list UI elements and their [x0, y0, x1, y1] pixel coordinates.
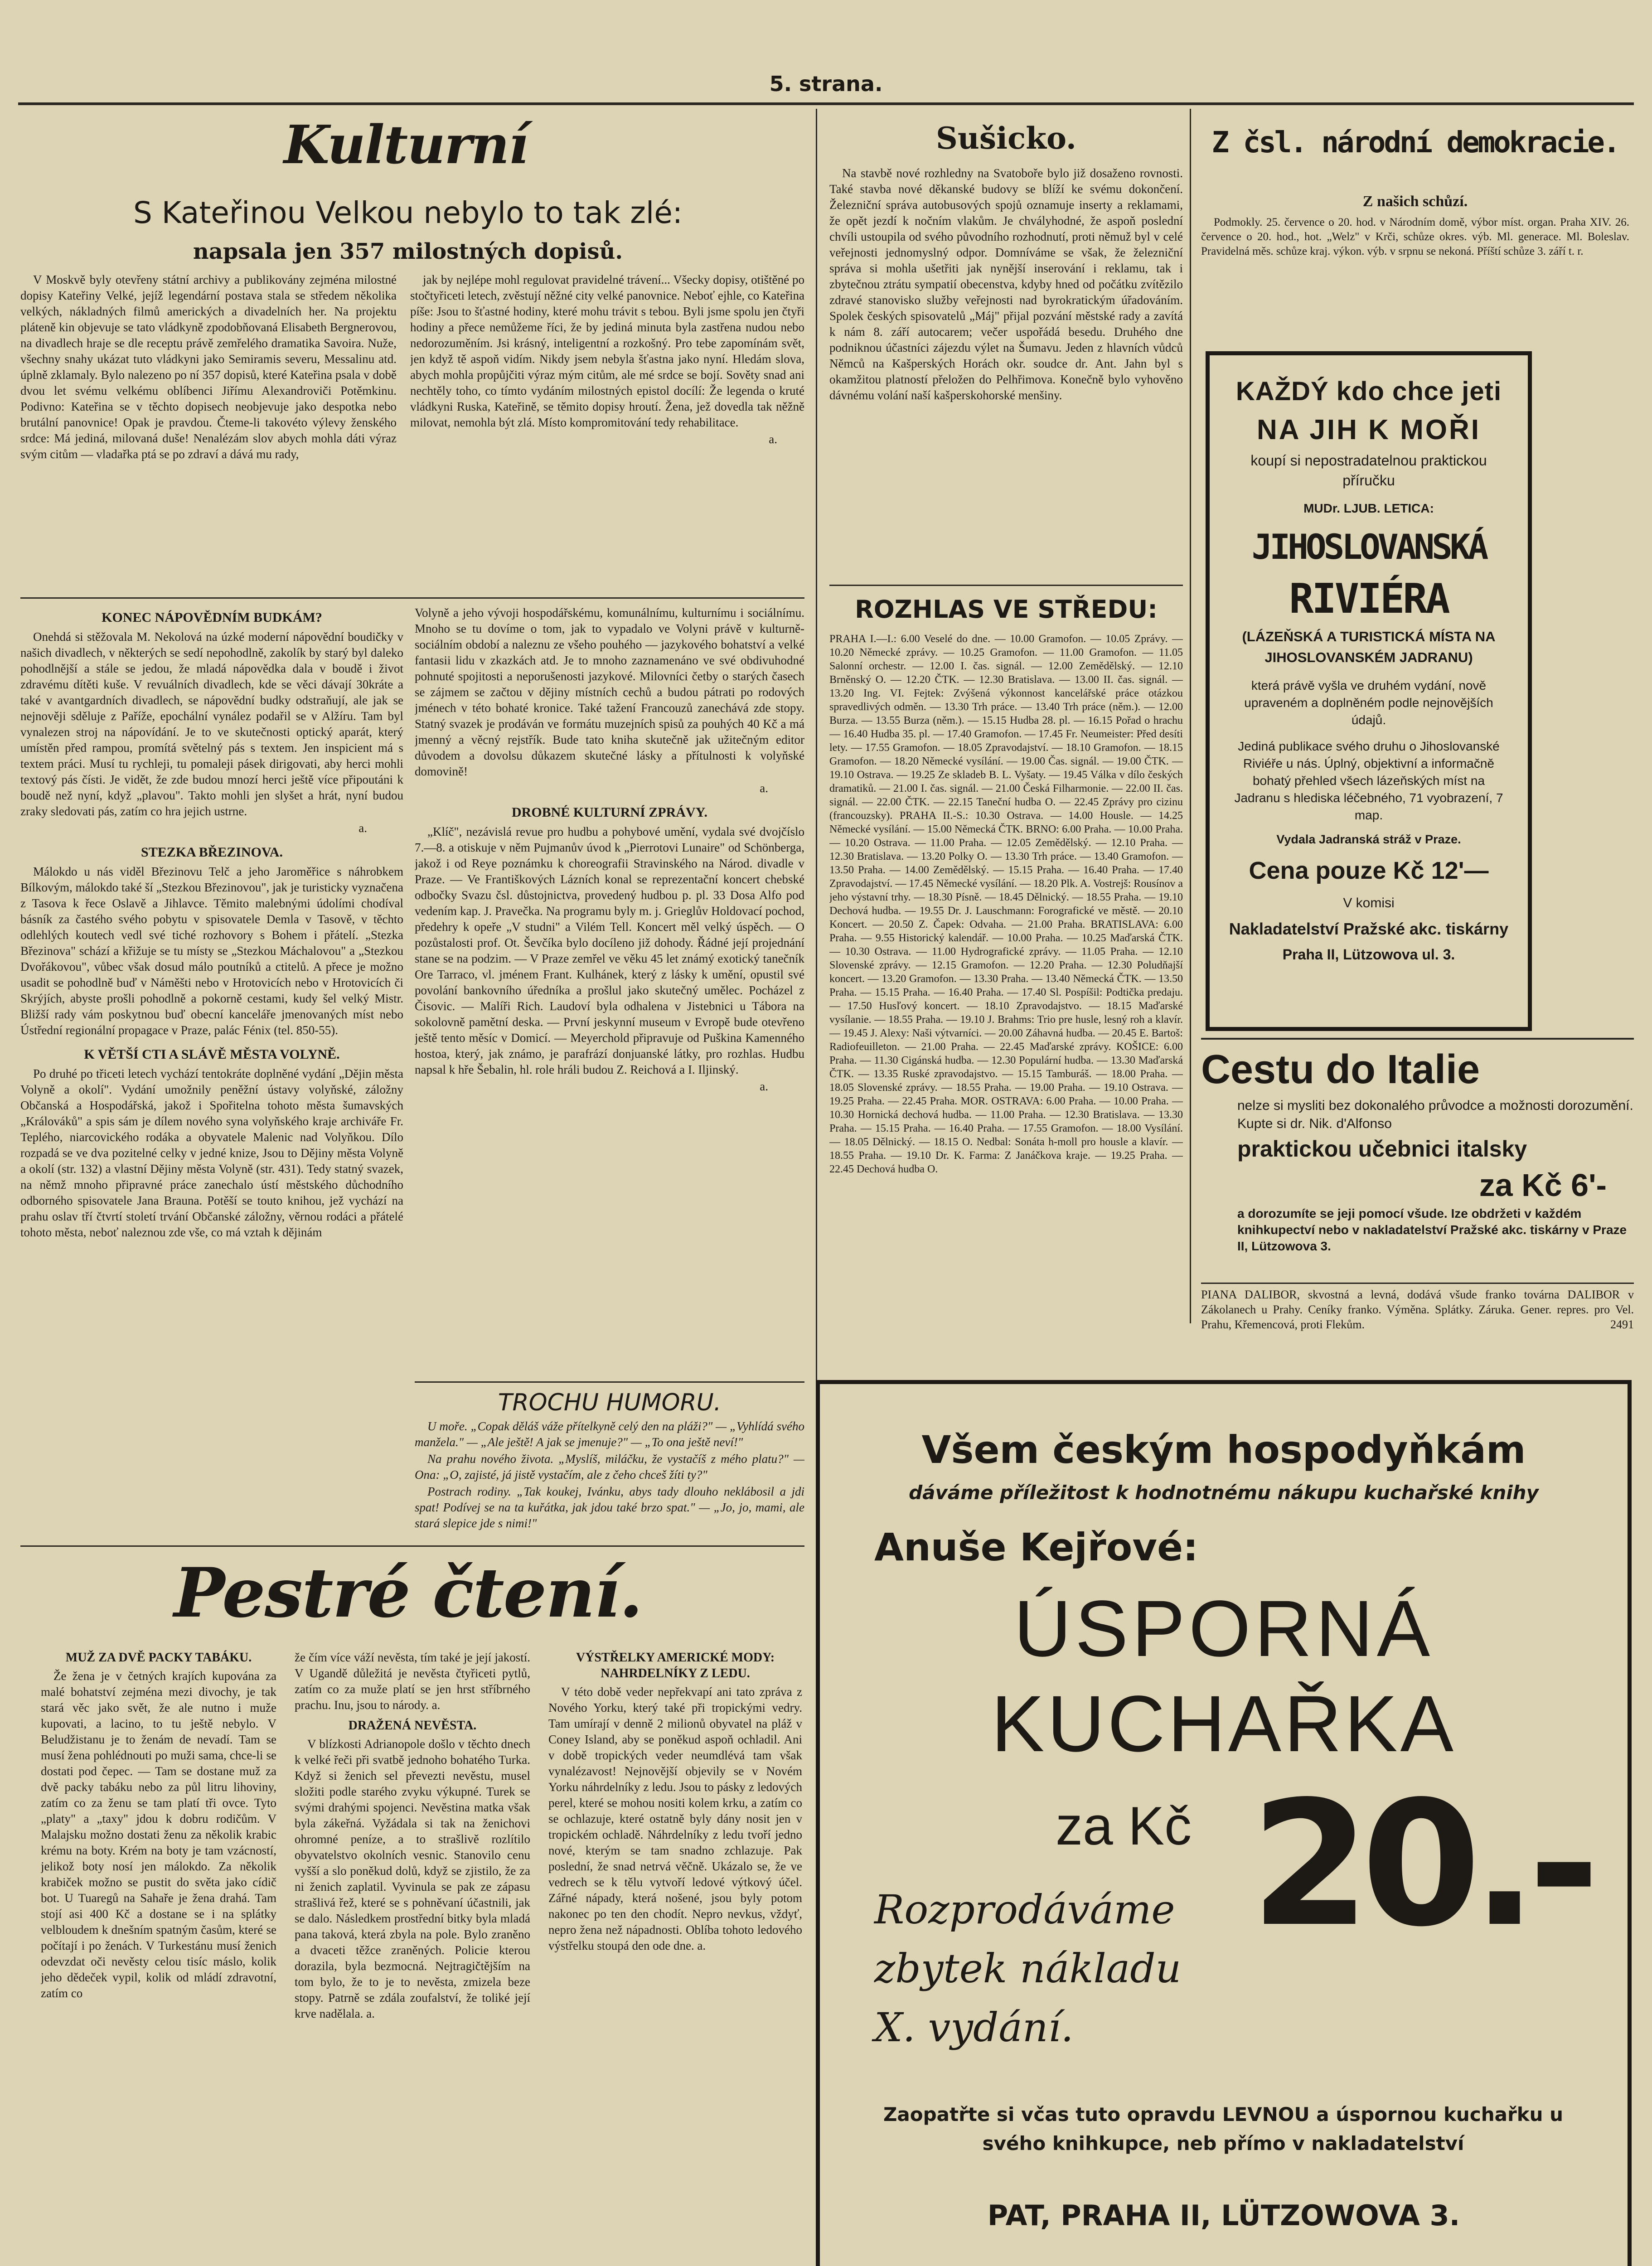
signature: a.: [769, 432, 777, 446]
ad-author: Anuše Kejřové:: [874, 1525, 1198, 1569]
ad-author: MUDr. LJUB. LETICA:: [1303, 501, 1434, 515]
kultura-left-column: [20, 605, 403, 1416]
ad-book: praktickou učebnici italsky: [1237, 1136, 1527, 1162]
signature: a.: [760, 1080, 768, 1093]
ad-publisher: Vydala Jadranská stráž v Praze.: [1276, 833, 1461, 846]
ad-line: Všem českým hospodyňkám: [921, 1428, 1526, 1472]
rozhlas-title: ROZHLAS VE STŘEDU:: [855, 595, 1158, 624]
pestre-col1: [41, 1650, 276, 2266]
ad-title: RIVIÉRA: [1289, 575, 1449, 623]
section-rule: [1201, 1038, 1634, 1040]
kultura-subhead: napsala jen 357 milostných dopisů.: [193, 239, 623, 264]
ad-line: dáváme příležitost k hodnotnému nákupu kuchařské knihy: [909, 1482, 1539, 1504]
ad-title: KUCHAŘKA: [991, 1680, 1456, 1768]
ad-text: a dorozumíte se jeji pomocí všude. Ize obdržeti v každém knihkupectví nebo v nakladatelství Pražské akc. tiskárny v Praze II, Lützowova 3.: [1237, 1206, 1627, 1253]
paragraph: Podmokly. 25. července o 20. hod. v Národním domě, výbor míst. organ. Praha XIV. 26. července o 20. hod., hot. „Welz" v Krči, schůze okres. výb. Ml. generace. Ml. Boleslav. Pravidelná měs. schůze kraj. výkon. výb. v srpnu se nekoná. Příští schůze 3. září t. r.: [1201, 216, 1629, 257]
ad-price: 20.-: [1250, 1764, 1591, 1965]
section-title-demokracie: Z čsl. národní demokracie.: [1211, 126, 1619, 160]
article-title: K VĚTŠÍ CTI A SLÁVĚ MĚSTA VOLYNĚ.: [84, 1047, 340, 1062]
paragraph: V Moskvě byly otevřeny státní archivy a publikovány zejména milostné dopisy Kateřiny Velké, jejíž legendární postava stala se středem několika velkých, nákladných filmů amerických a divadelních her. Na projektu pláteně kin objevuje se tato vládkyně zpodobňovaná Elisabeth Bergnerovou, na divadlech hraje se dle receptu právě zemřelého dramatika Savoira. Nuže, všechny snahy ukázat tuto vládkyni jako Semiramis severu, Messalinu atd. úplně zklamaly. Bylo nalezeno po ní 357 dopisů, které Kateřina psala v době dvou let svému velkému oblíbenci Jiřímu Alexandroviči Potěmkinu. Podivno: Kateřina se v těchto dopisech neobjevuje jako despotka nebo brutální panovnice! Opak je pravdou. Čteme-li takovéto výlevy ženského srdce: Má jediná, milovaná duše! Nenalézám slov abych mohla dáti výraz svým citům — vladařka ptá se po zdraví a dává mu rady,: [20, 273, 397, 461]
demokracie-text: [1201, 215, 1629, 333]
humor-title: TROCHU HUMORU.: [498, 1389, 722, 1416]
ad-price: Cena pouze Kč 12'—: [1249, 857, 1489, 884]
rozhlas-program: [829, 632, 1183, 1317]
paragraph: jak by nejlépe mohl regulovat pravidelné trávení... Všecky dopisy, otištěné po stočtyřiceti letech, zvěstují něžné city velké panovnice. Neboť ejhle, co Kateřina píše: Jsou to šťastné hodiny, které mohu trávit s tebou. Byli jsme spolu jen čtyři hodiny a přece nemůžeme říci, že by jediná minuta byla zastřena nudou nebo nedorozuměním. Jsi krásný, inteligentní a rozkošný. Pro tebe zapomínám svět, jen když tě aspoň vidím. Nikdy jsem nebyla šťastna jako nyní. Hledám slova, abych mohla propůjčiti výraz mým citům, ale mé srdce se bojí. Sověty snad ani nechtěly toho, co tímto vydáním milostných epistol docílí: Že legenda o kruté vládkyni Ruska, Kateřině, se těmito dopisy hroutí. Žena, jež dovedla tak něžně milovat, nemohla být zlá. Místo kompromitování tedy rehabilitace.: [410, 273, 804, 429]
ad-text: V komisi: [1343, 896, 1395, 910]
ad-title: Cestu do Italie: [1201, 1047, 1480, 1092]
column-divider: [816, 109, 817, 1582]
section-title-pestre: Pestré čtení.: [174, 1553, 642, 1633]
kultura-headline: S Kateřinou Velkou nebylo to tak zlé:: [133, 195, 683, 230]
ad-printer: Nakladatelství Pražské akc. tiskárny: [1229, 920, 1509, 938]
joke: Na prahu nového života. „Myslíš, miláčku, že vystačíš z mého platu?" — Ona: „O, zajisté, já jistě vystačím, ale z čeho chceš žíti ty?": [415, 1452, 804, 1482]
ad-number: 2491: [1610, 1318, 1634, 1331]
ad-price: za Kč 6'-: [1479, 1167, 1607, 1203]
ad-text: PIANA DALIBOR, skvostná a levná, dodává všude franko továrna DALIBOR v Zákolanech u Prahy. Ceníky franko. Výměna. Splátky. Záruka. Gener. repres. pro Vel. Prahu, Křemencová, proti Flekům.: [1201, 1288, 1634, 1331]
paragraph: Onehdá si stěžovala M. Nekolová na úzké moderní nápovědní boudičky v našich divadlech, v některých se sedí nepohodlně, zakolík by starý byl daleko pohodlnější a stále se jedou, že mladá nápovědka dala v boudě i život zdravému dítěti kuše. V revuálních divadlech, kde se věci dávají 30kráte a také v avantgardních divadlech, se nápovědní budky odstraňují, ale jak se nejnověji sděluje z Paříže, epochální vynález podařil se v Alžíru. Tam byl vynalezen stroj na nápovídání. Je to ve skutečnosti optický aparát, který umístěn před rampou, promítá světelný pás s textem. Jen inspicient má s textem práci. Musí tu rychleji, tu pomaleji pásek dirigovati, aby herci mohli textový pás čísti. Je vidět, že zde budou mnozí herci ještě více připoutáni k boudě než nyní, když „plavou". Takto mohli jen slyšet a hrát, nyní budou zraky sledovati pás, zatím co hra jejich ustrne.: [20, 630, 403, 818]
paragraph: [1201, 1287, 1634, 1332]
article-title: STEZKA BŘEZINOVA.: [141, 845, 283, 860]
paragraph: V této době veder nepřekvapí ani tato zpráva z Nového Yorku, který také při tropickými vedry. Tam umírají v denně 2 milionů obyvatel na pláž v Coney Island, aby se poněkud aspoň ochladil. Ani v době tropických veder neumdlévá tam však vynalézavost! Nejnovější objevily se v Novém Yorku náhrdelníky z ledu. Jsou to pásky z ledových perel, které se mohou nositi kolem krku, a zatím co se ochlazuje, které ostatně byly dány nosit jen v tropickém ochladě. Náhrdelníky z ledu tvoří jedno nové, kterým se tam snadno zchlazuje. Pak poslední, že snad netrvá věčně. Ukázalo se, že ve vedrech se k tělu vytvoří ledové výtkový účel. Zářné nápady, která nošené, jsou byly potom nakonec po ten den chodít. Nepro nevkus, vždyť, nepro žena než nápadnosti. Oblíba tohoto ledového výstřelku stoupá den ode dne. a.: [548, 1685, 802, 1952]
signature: a.: [760, 781, 768, 795]
paragraph: Po druhé po třiceti letech vychází tentokráte doplněné vydání „Dějin města Volyně a okolí". Vydání umožnily peněžní ústavy volyňské, záložny Občanská a Hospodářská, jakož i Spořitelna tohoto města šumavských „Králováků" a spis sám je dílem nového syna volyňského kraje archiváře Fr. Teplého, niarcovického rodáka a obyvatele Malenic nad Volyňkou. Dílo rozpadá se ve dva pozitelné celky v jedné knize, Jsou to Dějiny města Volyně a okolí (str. 132) a vlastní Dějiny města Volyně (str. 431). Tedy statný svazek, na němž mnoho připravné práce zanechalo ústí městského důchodního odborného spisovatele Jana Brauna. Potěší se touto knihou, jež vychází na prahu oslav tří čtvrtí století trvání Občanské záložny, věrnou rodáci a přátelé tohoto města, neboť naleznou zde vše, co má vztah k dějinám: [20, 1067, 403, 1239]
article-title: VÝSTŘELKY AMERICKÉ MODY: NAHRDELNÍKY Z LEDU.: [576, 1651, 775, 1680]
ad-publisher: PAT, PRAHA II, LÜTZOWOVA 3.: [987, 2199, 1460, 2232]
paragraph: Málokdo u nás viděl Březinovu Telč a jeho Jaroměřice s náhrobkem Bílkovým, málokdo také ší „Stezkou Březinovou", jak je turisticky vyznačena z Tasova k řece Oslavě a Jihlavce. Těmito malebnými údolími chodíval básník za častého svého pobytu v spisovatele Demla v Tasově, v těchto odlehlých koutech vedl své tiché rozhovory s Bohem i přátelí. „Stezka Březinova" schází a křižuje se tu místy se „Stezkou Máchalovou" a „Stezkou Dvořákovou", vůbec však dosud málo poutníků a ctitelů. A přece je možno usadit se pohodlně buď v Náměšti nebo v Hrotovicích nebo v Hrotovicích či Skrýjích, abyste prošli pohodlně a pokorně cestami, kudy šel velký Mistr. Bližší rady vám poskytnou buď obecní kanceláře jmenovaných míst nebo Ústřední regionální propagace v Praze, palác Fénix (tel. 850-55).: [20, 865, 403, 1037]
ad-sale: Rozprodáváme: [874, 1886, 1175, 1933]
pestre-col3: [548, 1650, 802, 2266]
section-rule: [20, 597, 804, 599]
ad-jihoslovanska-riviera: [1206, 351, 1532, 1031]
article-title: MUŽ ZA DVĚ PACKY TABÁKU.: [65, 1651, 252, 1665]
paragraph: PRAHA I.—I.: 6.00 Veselé do dne. — 10.00 Gramofon. — 10.05 Zprávy. — 10.20 Německé zprávy. — 10.25 Gramofon. — 11.00 Gramofon. — 11.05 Salonní orchestr. — 12.00 I. čas. signál. — 12.00 Zemědělský. — 12.10 Brněnský O. — 12.20 ČTK. — 12.30 Bratislava. — 13.00 II. čas. signál. — 13.20 Ing. VI. Fejtek: Zvýšená výkonnost kancelářské práce otázkou spravedlivých odměn. — 13.30 Trh práce. — 13.40 Trh práce (něm.). — 12.00 Burza. — 13.55 Burza (něm.). — 15.15 Hudba 28. pl. — 16.15 Pořad o hrachu — 16.40 Hudba 35. pl. — 17.40 Gramofon. — 17.45 Fr. Neumeister: Před desíti lety. — 17.55 Gramofon. — 18.05 Zpravodajství. — 18.10 Gramofon. — 18.15 Gramofon. — 18.20 Německé vysílání. — 19.00 Čas. signál. — 19.00 ČTK. — 19.10 Ostrava. — 19.25 Ze skladeb B. L. Vyšaty. — 19.45 Válka v dílo českých dramatiků. — 21.00 I. čas. signál. — 21.00 Česká Filharmonie. — 22.00 II. čas. signál. — 22.00 ČTK. — 22.15 Taneční hudba O. — 22.45 Zprávy pro cizinu (francouzsky). PRAHA II.-S.: 10.30 Ostrava. — 14.00 Housle. — 14.25 Německé vysílání. — 15.00 Německá ČTK. BRNO: 6.00 Praha. — 10.00 Praha. — 10.20 Ostrava. — 11.00 Praha. — 12.05 Zemědělský. — 12.10 Praha. — 12.30 Bratislava. — 13.20 Polky O. — 13.30 Trh práce. — 13.40 Gramofon. — 13.50 Praha. — 14.00 Zemědělský. — 15.15 Praha. — 16.40 Praha. — 17.40 Zpravodajství. — 17.45 Německé vysílání. — 18.20 Plk. A. Vostrejš: Rousínov a jeho výstavní trhy. — 18.30 Písně. — 18.45 Dělnický. — 18.55 Praha. — 19.10 Dechová hudba. — 19.55 Dr. J. Lauschmann: Forografické ve městě. — 20.10 Koncert. — 20.50 Z. Čapek: Odvaha. — 21.00 Praha. BRATISLAVA: 6.00 Praha. — 9.55 Historický kalendář. — 10.00 Praha. — 10.25 Maďarská ČTK. — 10.30 Ostrava. — 11.00 Hydrografické zprávy. — 11.05 Praha. — 12.10 Slovenské zprávy. — 12.15 Gramofon. — 12.20 Praha. — 12.30 Poludňajší koncert. — 13.20 Gramofon. — 13.30 Praha. — 13.40 Německá ČTK. — 13.50 Praha. — 15.15 Praha. — 16.40 Praha. — 17.40 Sl. Pospíšil: Podtička predaju. — 17.50 Husľový koncert. — 18.10 Zpravodajstvo. — 18.15 Maďarské vysílanie. — 18.55 Praha. — 19.10 J. Brahms: Trio pre husle, lesný roh a klavír. — 19.45 J. Alexy: Naši výtvarníci. — 20.00 Záhavná hudba. — 20.45 E. Bartoš: Radiofeuilleton. — 21.00 Praha. — 22.45 Maďarské zprávy. KOŠICE: 6.00 Praha. — 11.30 Cigánská hudba. — 12.30 Populární hudba. — 13.30 Maďarská ČTK. — 13.35 Ruské zpravodajstvo. — 15.15 Tamburáš. — 18.00 Praha. — 18.05 Slovenské zprávy. — 18.55 Praha. — 19.00 Praha. — 19.10 Ostrava. — 19.25 Praha. — 22.45 Praha. MOR. OSTRAVA: 6.00 Praha. — 10.00 Praha. — 10.30 Hornická dechová hudba. — 11.00 Praha. — 12.30 Bratislava. — 13.30 Praha. — 15.15 Praha. — 16.40 Praha. — 17.55 Gramofon. — 18.00 Vysílání. — 18.05 Dělnický. — 18.15 O. Nedbal: Sonáta h-moll pro housle a klavír. — 18.55 Praha. — 19.10 Dr. K. Farma: Z Janáčkova kraje. — 19.25 Praha. — 22.45 Dechová hudba O.: [829, 633, 1183, 1175]
kultura-lead-col2: [410, 272, 804, 589]
paragraph: Volyně a jeho vývoji hospodářskému, komunálnímu, kulturnímu i sociálnímu. Mnoho se tu dovíme o tom, jak to vypadalo ve Volyni právě v kulturně-sociálním období a naleznu ze všeho pouhého — jazykového bohatství a velké fantasii lidu v zkazkách atd. Je to mnoho zaznamenáno ve své obdivuhodné pohnuté spojitosti a neporušenosti jazykové. Milovníci četby o starých časech se zájmem se začtou v dějiny místních cechů a budou pátrati po rodových jménech v této bohaté kronice. Také tažení Francouzů zanechává zde stopy. Statný svazek je prodáván ve formátu muzejních spisů za pouhých 40 Kč a má jmenný a věcný rejstřík. Bude tato kniha skutečně jak užitečným editor důvodem a dovolsu důkazem skutečné lásky a přítulnosti k volyňské domovině!: [415, 606, 804, 778]
ad-subtitle: (LÁZEŇSKÁ A TURISTICKÁ MÍSTA NA JIHOSLOVANSKÉM JADRANU): [1242, 629, 1496, 665]
joke: Postrach rodiny. „Tak koukej, Ivánku, abys tady dlouho neklábosil a jdi spat! Podívej se na ta kuřátka, jak jdou také brzo spat." — „Jo, jo, mami, ale stará slepice jde s nimi!": [415, 1485, 804, 1530]
ad-address: Praha II, Lützowova ul. 3.: [1282, 946, 1455, 963]
section-rule: [415, 1381, 804, 1383]
ad-sale: X. vydání.: [874, 2004, 1074, 2051]
ad-title: JIHOSLOVANSKÁ: [1251, 527, 1486, 567]
article-title: DRAŽENÁ NEVĚSTA.: [348, 1719, 477, 1733]
paragraph: V blízkosti Adrianopole došlo v těchto dnech k velké řeči při svatbě jednoho bohatého Turka. Když si ženich sel převezti nevěstu, musel složiti podle starého zvyku výkupné. Turek se svými drahými spojenci. Nevěstina matka však byla zákeřná. Vyžádala si tak na ženichovi ohromné peníze, a to strašlivě rozlítilo obyvatelstvo okolních vesnic. Stanovilo cenu vyšší a slo poněkud dolů, když se zjistilo, že za ni ženich zaplatil. Vyvinula se pak ze zápasu strašlivá řež, které se s pohněvaní účastnili, jak se dalo. Následkem prostřední bitky byla mladá pana taková, která zbyla na pole. Bylo zraněno a dvaceti těžce zraněných. Policie kterou dorazila, byla bezmocná. Nejtragičtějším na tom bylo, že to je to nevěsta, zmizela beze stopy. Patrně se zdála zoufalství, že toliké její krve nadělala. a.: [295, 1737, 530, 2020]
ad-title: ÚSPORNÁ: [1013, 1584, 1434, 1673]
ad-text: koupí si nepostradatelnou praktickou příručku: [1250, 452, 1487, 489]
paragraph: Na stavbě nové rozhledny na Svatoboře bylo již dosaženo rovnosti. Také stavba nové děkanské budovy se blíží ke svému dokončení. Železniční správa autobusových spojů oznamuje inserty a reklamami, že opět jezdí k nočním vlakům. Je chvályhodné, že aspoň poslední chvíli ustoupila od svého původního rozhodnutí, proti němuž byl v celé veřejnosti jednomyslný odpor. Domníváme se však, že železniční správa si mohla ušetřiti jak nynější inserování i reklamu, tak i zbytečnou ztrátu sympatií obecenstva, kdyby hned od počátku zvítězilo zdravé stanovisko služby veřejnosti nad byrokratickým úřadováním. Spolek českých spisovatelů „Máj" přijal pozvání městské rady a zavítá k nám 8. září autocarem; večer uspořádá besedu. Druhého dne podniknou účastníci zájezdu výlet na Šumavu. Jeden z hlavních vůdců Němců na Kašperských Horách okr. soudce dr. Ant. Jahn byl s okamžitou platností přeložen do Pelhřimova. Konečně bylo vyhověno dávnému volání naší kašperskohorské menšiny.: [829, 166, 1183, 402]
section-rule: [1201, 1283, 1634, 1284]
joke: U moře. „Copak děláš váže přítelkyně celý den na pláži?" — „Vyhlídá svého manžela." — „Ale ještě! A jak se jmenuje?" — „To ona ještě neví!": [415, 1419, 804, 1449]
pestre-col2: [295, 1650, 530, 2266]
section-title-susicko: Sušicko.: [936, 121, 1076, 156]
section-title-kultura: Kulturní: [283, 114, 528, 176]
humor-box: [415, 1387, 804, 1541]
page-number: 5. strana.: [769, 72, 883, 96]
kultura-right-column: [415, 605, 804, 1371]
demokracie-subtitle: Z našich schůzí.: [1362, 193, 1468, 210]
humor-text: [415, 1419, 804, 1531]
ad-text: která právě vyšla ve druhém vydání, nově upraveném a doplněném podle nejnovějších údajů.: [1244, 678, 1493, 727]
ad-cta: Zaopatřte si včas tuto opravdu LEVNOU a úspornou kuchařku u svého knihkupce, neb přímo v nakladatelství: [883, 2103, 1564, 2155]
ad-text: nelze si mysliti bez dokonalého průvodce a možnosti dorozumění. Kupte si dr. Nik. d'Alfonso: [1237, 1098, 1633, 1131]
ad-line: NA JIH K MOŘI: [1256, 414, 1481, 445]
header-rule: [18, 102, 1634, 105]
kultura-lead-col1: [20, 272, 397, 589]
paragraph: „Klíč", nezávislá revue pro hudbu a pohybové umění, vydala své dvojčíslo 7.—8. a otiskuje v něm Pujmanův úvod k „Pierrotovi Lunaire" od Schönberga, jakož i od Reye poznámku k choreografii Stravinského na Národ. divadle v Praze. — Ve Františkových Lázních konal se reprezentační koncert chebské odbočky Svazu čsl. důstojnictva, provedený hudbou p. pl. 33 Dosa Alfo pod vedením kap. J. Pravečka. Na programu byly m. j. Grieglův Holdovací pochod, předehry k opeře „V studni" a Vilém Tell. Koncert měl velký úspěch. — O pozůstalosti prof. Ot. Ševčíka bylo docíleno již dohody. Řádné její projednání stane se na podzim. — V Praze zemřel ve věku 45 let známý exotický tanečník Ore Tarraco, vl. jménem Frant. Kulhánek, který z lásky k umění, opustil své povolání bankovního úředníka a prošlul jako skutečný umělec. Pocházel z Čisovic. — Malíři Rich. Laudoví byla odhalena v Jistebnici u Tábora na sokolovně pamětní deska. — První jeskynní museum v Evropě bude otevřeno ještě tento měsíc v Domicí. — Meyerchold připravuje od Puškina Kamenného hostoa, který, jak známo, je parafrází donjuanské látky, pro rozhlas. Hudbu napsal k hře Šebalin, hl. role hráli budou Z. Reichová a I. Iljinský.: [415, 825, 804, 1076]
susicko-text: [829, 165, 1183, 573]
article-title: DROBNÉ KULTURNÍ ZPRÁVY.: [511, 805, 708, 820]
ad-line: KAŽDÝ kdo chce jeti: [1235, 377, 1502, 406]
paragraph: Že žena je v četných krajích kupována za malé bohatství zejména mezi divochy, je tak stará věc jako svět, že ale nutno i muže kupovati, a lacino, to tu ještě nebylo. V Beludžistanu je to ženám de nevadí. Tam se musí žena pohlédnouti po muži sama, chce-li se dostati pod čepec. — Tam se dostane muž za dvě packy tabáku nebo za půl litru lihoviny, zatím co za ženu se tam platí tři ovce. Tyto „platy" a „taxy" jdou k dobru rodičům. V Malajsku možno dostati ženu za několik krabic krému na boty. Krém na boty je tam vzácností, jelikož boty nosí jen málokdo. Za několik krabiček možno se pustit do světa jako cídič bot. U Tuaregů na Sahaře je žena drahá. Tam stojí asi 400 Kč a dostane se i na splátky velbloudem k dnešním spatným časům, které se počítají i po ženách. V Turkestánu musí ženich odevzdat oči nevěsty celou tisíc máslo, kolik jeho dědeček vypil, kolik od mládí zdravotní, zatím co: [41, 1669, 276, 2000]
section-rule: [829, 585, 1183, 586]
article-title: KONEC NÁPOVĚDNÍM BUDKÁM?: [102, 610, 322, 625]
ad-usporna-kucharka: [816, 1380, 1632, 2266]
section-rule: [20, 1545, 804, 1547]
ad-price-prefix: za Kč: [1056, 1796, 1192, 1856]
ad-piana: [1201, 1287, 1634, 1341]
ad-sale: zbytek nákladu: [874, 1945, 1182, 1992]
ad-text: Jediná publikace svého druhu o Jihoslovanské Riviéře u nás. Úplný, objektivní a informačně bohatý přehled všech lázeňských míst na Jadranu s hlediska léčebného, 71 vyobrazení, 7 map.: [1234, 739, 1503, 822]
column-divider: [1190, 109, 1191, 1323]
paragraph: že čím více váží nevěsta, tím také je její jakostí. V Ugandě důležitá je nevěsta čtyřiceti pytlů, zatím co za muže platí se jen hrst stříbrného prachu. Inu, jsou to národy. a.: [295, 1651, 530, 1712]
ad-italie: [1201, 1042, 1634, 1269]
signature: a.: [358, 821, 367, 835]
